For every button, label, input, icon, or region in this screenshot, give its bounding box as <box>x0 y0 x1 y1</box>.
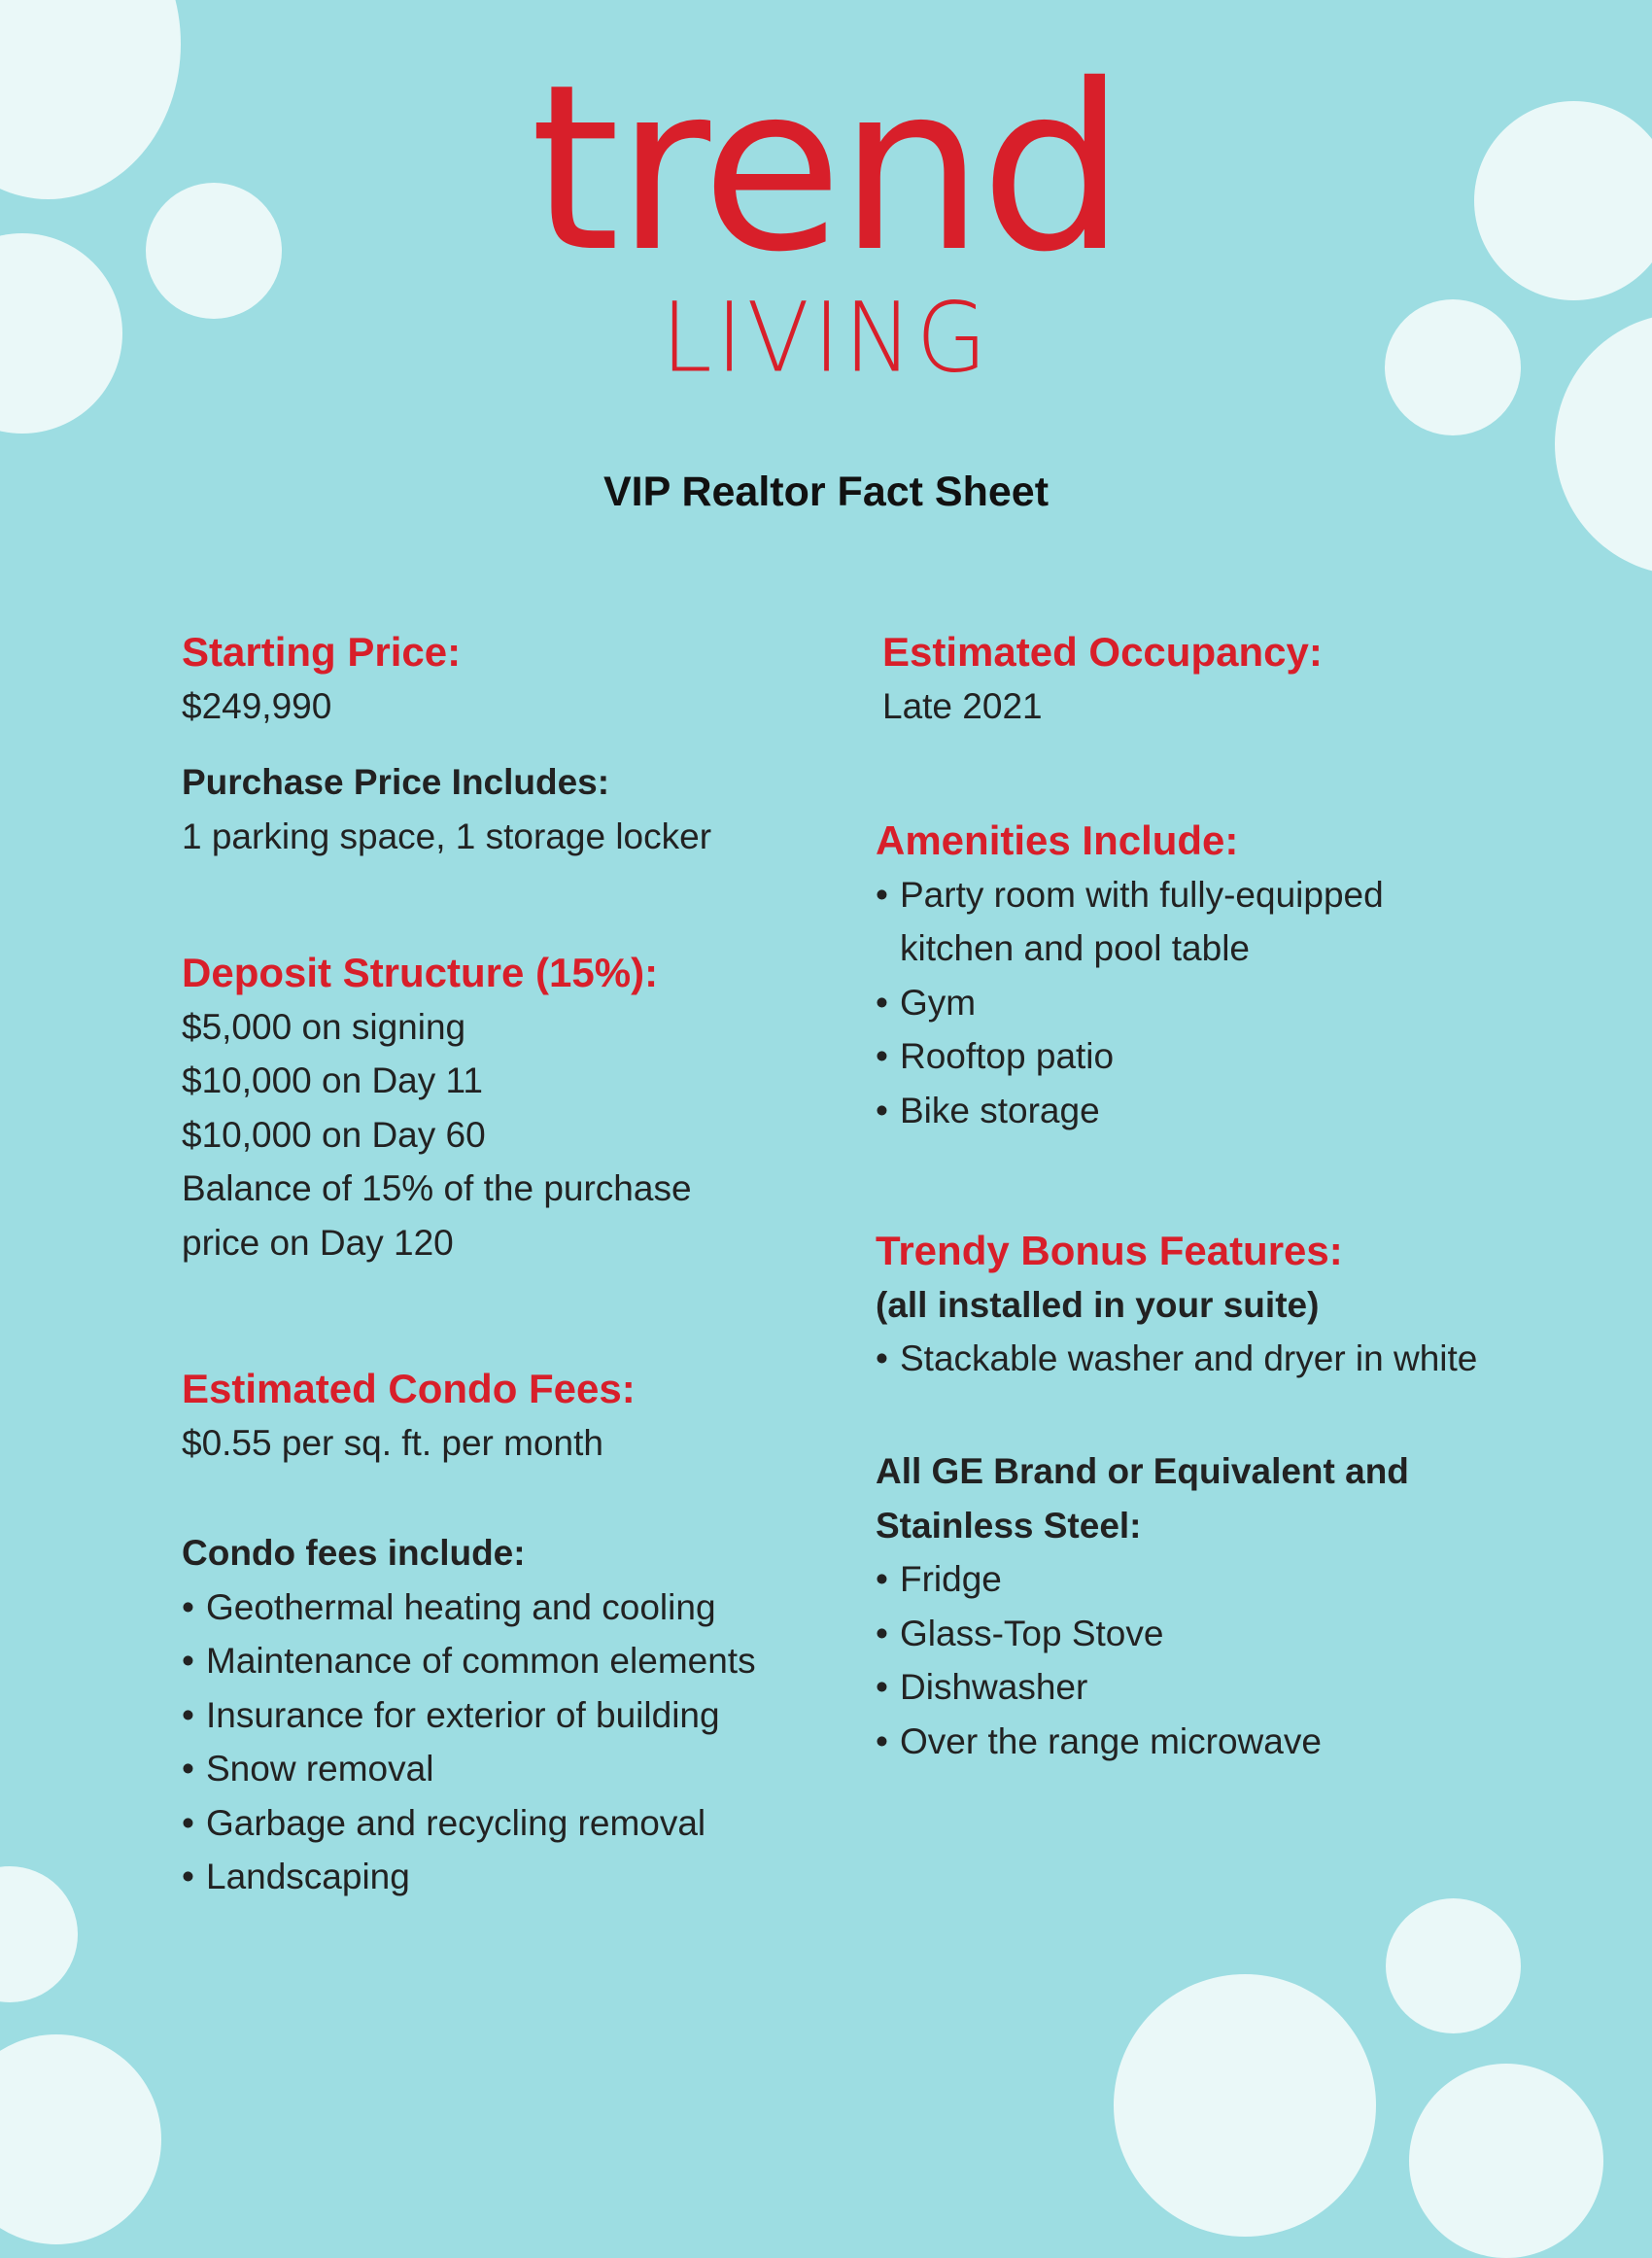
deposit-line: price on Day 120 <box>182 1222 454 1263</box>
list-item <box>182 1850 804 1904</box>
list-item <box>876 1084 1556 1138</box>
bullet-dot: • <box>182 1749 194 1789</box>
fees-include-heading: Condo fees include: <box>182 1533 526 1573</box>
bullet-dot: • <box>876 1338 888 1378</box>
bullet-dot: • <box>876 1720 888 1761</box>
bullet-dot: • <box>876 1090 888 1130</box>
brand-logo-sub: LIVING <box>661 283 991 395</box>
list-item-text: Garbage and recycling removal <box>206 1802 706 1843</box>
bonus-heading: Trendy Bonus Features: <box>876 1228 1343 1273</box>
bonus-subheading: (all installed in your suite) <box>876 1284 1320 1325</box>
condo-fees-heading: Estimated Condo Fees: <box>182 1366 636 1411</box>
bullet-dot: • <box>182 1857 194 1896</box>
decor-circle <box>1409 2064 1603 2258</box>
list-item-text: Rooftop patio <box>900 1036 1115 1076</box>
list-item <box>876 1552 1556 1607</box>
deposit-line: $5,000 on signing <box>182 1006 466 1047</box>
purchase-includes-value: 1 parking space, 1 storage locker <box>182 816 712 856</box>
list-item-text: Over the range microwave <box>900 1720 1322 1761</box>
bonus-section <box>876 1224 1556 1386</box>
list-item-text: Dishwasher <box>900 1667 1088 1707</box>
bullet-dot: • <box>876 874 888 915</box>
bullet-dot: • <box>876 1036 888 1076</box>
list-item <box>182 1688 804 1743</box>
bullet-dot: • <box>182 1802 194 1843</box>
list-item-text: Maintenance of common elements <box>206 1641 756 1681</box>
list-item-text: Glass-Top Stove <box>900 1613 1164 1653</box>
amenities-section <box>876 814 1556 1137</box>
list-item-text: Insurance for exterior of building <box>206 1694 720 1735</box>
list-item <box>182 1796 804 1851</box>
list-item <box>182 1581 804 1635</box>
deposit-line: $10,000 on Day 60 <box>182 1114 486 1155</box>
occupancy-heading: Estimated Occupancy: <box>882 629 1323 675</box>
bullet-dot: • <box>876 1667 888 1707</box>
brand-logo-word: trend <box>530 35 1122 302</box>
list-item-text: Landscaping <box>206 1857 410 1896</box>
list-item <box>876 868 1444 976</box>
bullet-dot: • <box>182 1694 194 1735</box>
list-item <box>876 1607 1556 1661</box>
page-title: VIP Realtor Fact Sheet <box>602 469 1050 515</box>
condo-fees-section <box>182 1362 804 1470</box>
list-item-text: Fridge <box>900 1559 1002 1599</box>
decor-circle <box>0 1866 78 2002</box>
deposit-line: $10,000 on Day 11 <box>182 1060 483 1100</box>
list-item-text: Geothermal heating and cooling <box>206 1586 716 1627</box>
list-item <box>182 1742 804 1796</box>
occupancy-section <box>882 625 1563 733</box>
list-item <box>876 1029 1556 1084</box>
bullet-dot: • <box>876 982 888 1023</box>
bullet-dot: • <box>182 1641 194 1681</box>
bullet-dot: • <box>876 1559 888 1599</box>
list-item <box>876 1715 1556 1769</box>
list-item <box>876 1332 1556 1386</box>
decor-circle <box>1386 1898 1521 2033</box>
appliances-section <box>876 1444 1556 1768</box>
appliances-heading-line2: Stainless Steel: <box>876 1505 1142 1546</box>
starting-price-section <box>182 625 804 733</box>
fees-include-section <box>182 1526 804 1904</box>
starting-price-value: $249,990 <box>182 685 332 726</box>
deposit-line: Balance of 15% of the purchase <box>182 1168 692 1208</box>
decor-circle <box>1114 1974 1376 2237</box>
list-item <box>876 976 1556 1030</box>
appliances-heading: All GE Brand or Equivalent and <box>876 1451 1409 1491</box>
starting-price-heading: Starting Price: <box>182 629 462 675</box>
list-item-text: Gym <box>900 982 977 1023</box>
bullet-dot: • <box>182 1586 194 1627</box>
list-item <box>876 1660 1556 1715</box>
list-item-text: Bike storage <box>900 1090 1100 1130</box>
deposit-heading: Deposit Structure (15%): <box>182 950 659 995</box>
purchase-includes-heading: Purchase Price Includes: <box>182 762 610 802</box>
bullet-dot: • <box>876 1613 888 1653</box>
decor-circle <box>0 2034 161 2244</box>
deposit-section <box>182 946 804 1269</box>
purchase-includes-section <box>182 755 804 863</box>
list-item-text: Snow removal <box>206 1749 434 1789</box>
amenities-heading: Amenities Include: <box>876 817 1239 863</box>
occupancy-value: Late 2021 <box>882 685 1043 726</box>
condo-fees-value: $0.55 per sq. ft. per month <box>182 1422 603 1463</box>
list-item-text: Stackable washer and dryer in white <box>900 1338 1478 1378</box>
list-item <box>182 1634 804 1688</box>
list-item-text: Party room with fully-equipped kitchen and pool table <box>900 874 1384 968</box>
